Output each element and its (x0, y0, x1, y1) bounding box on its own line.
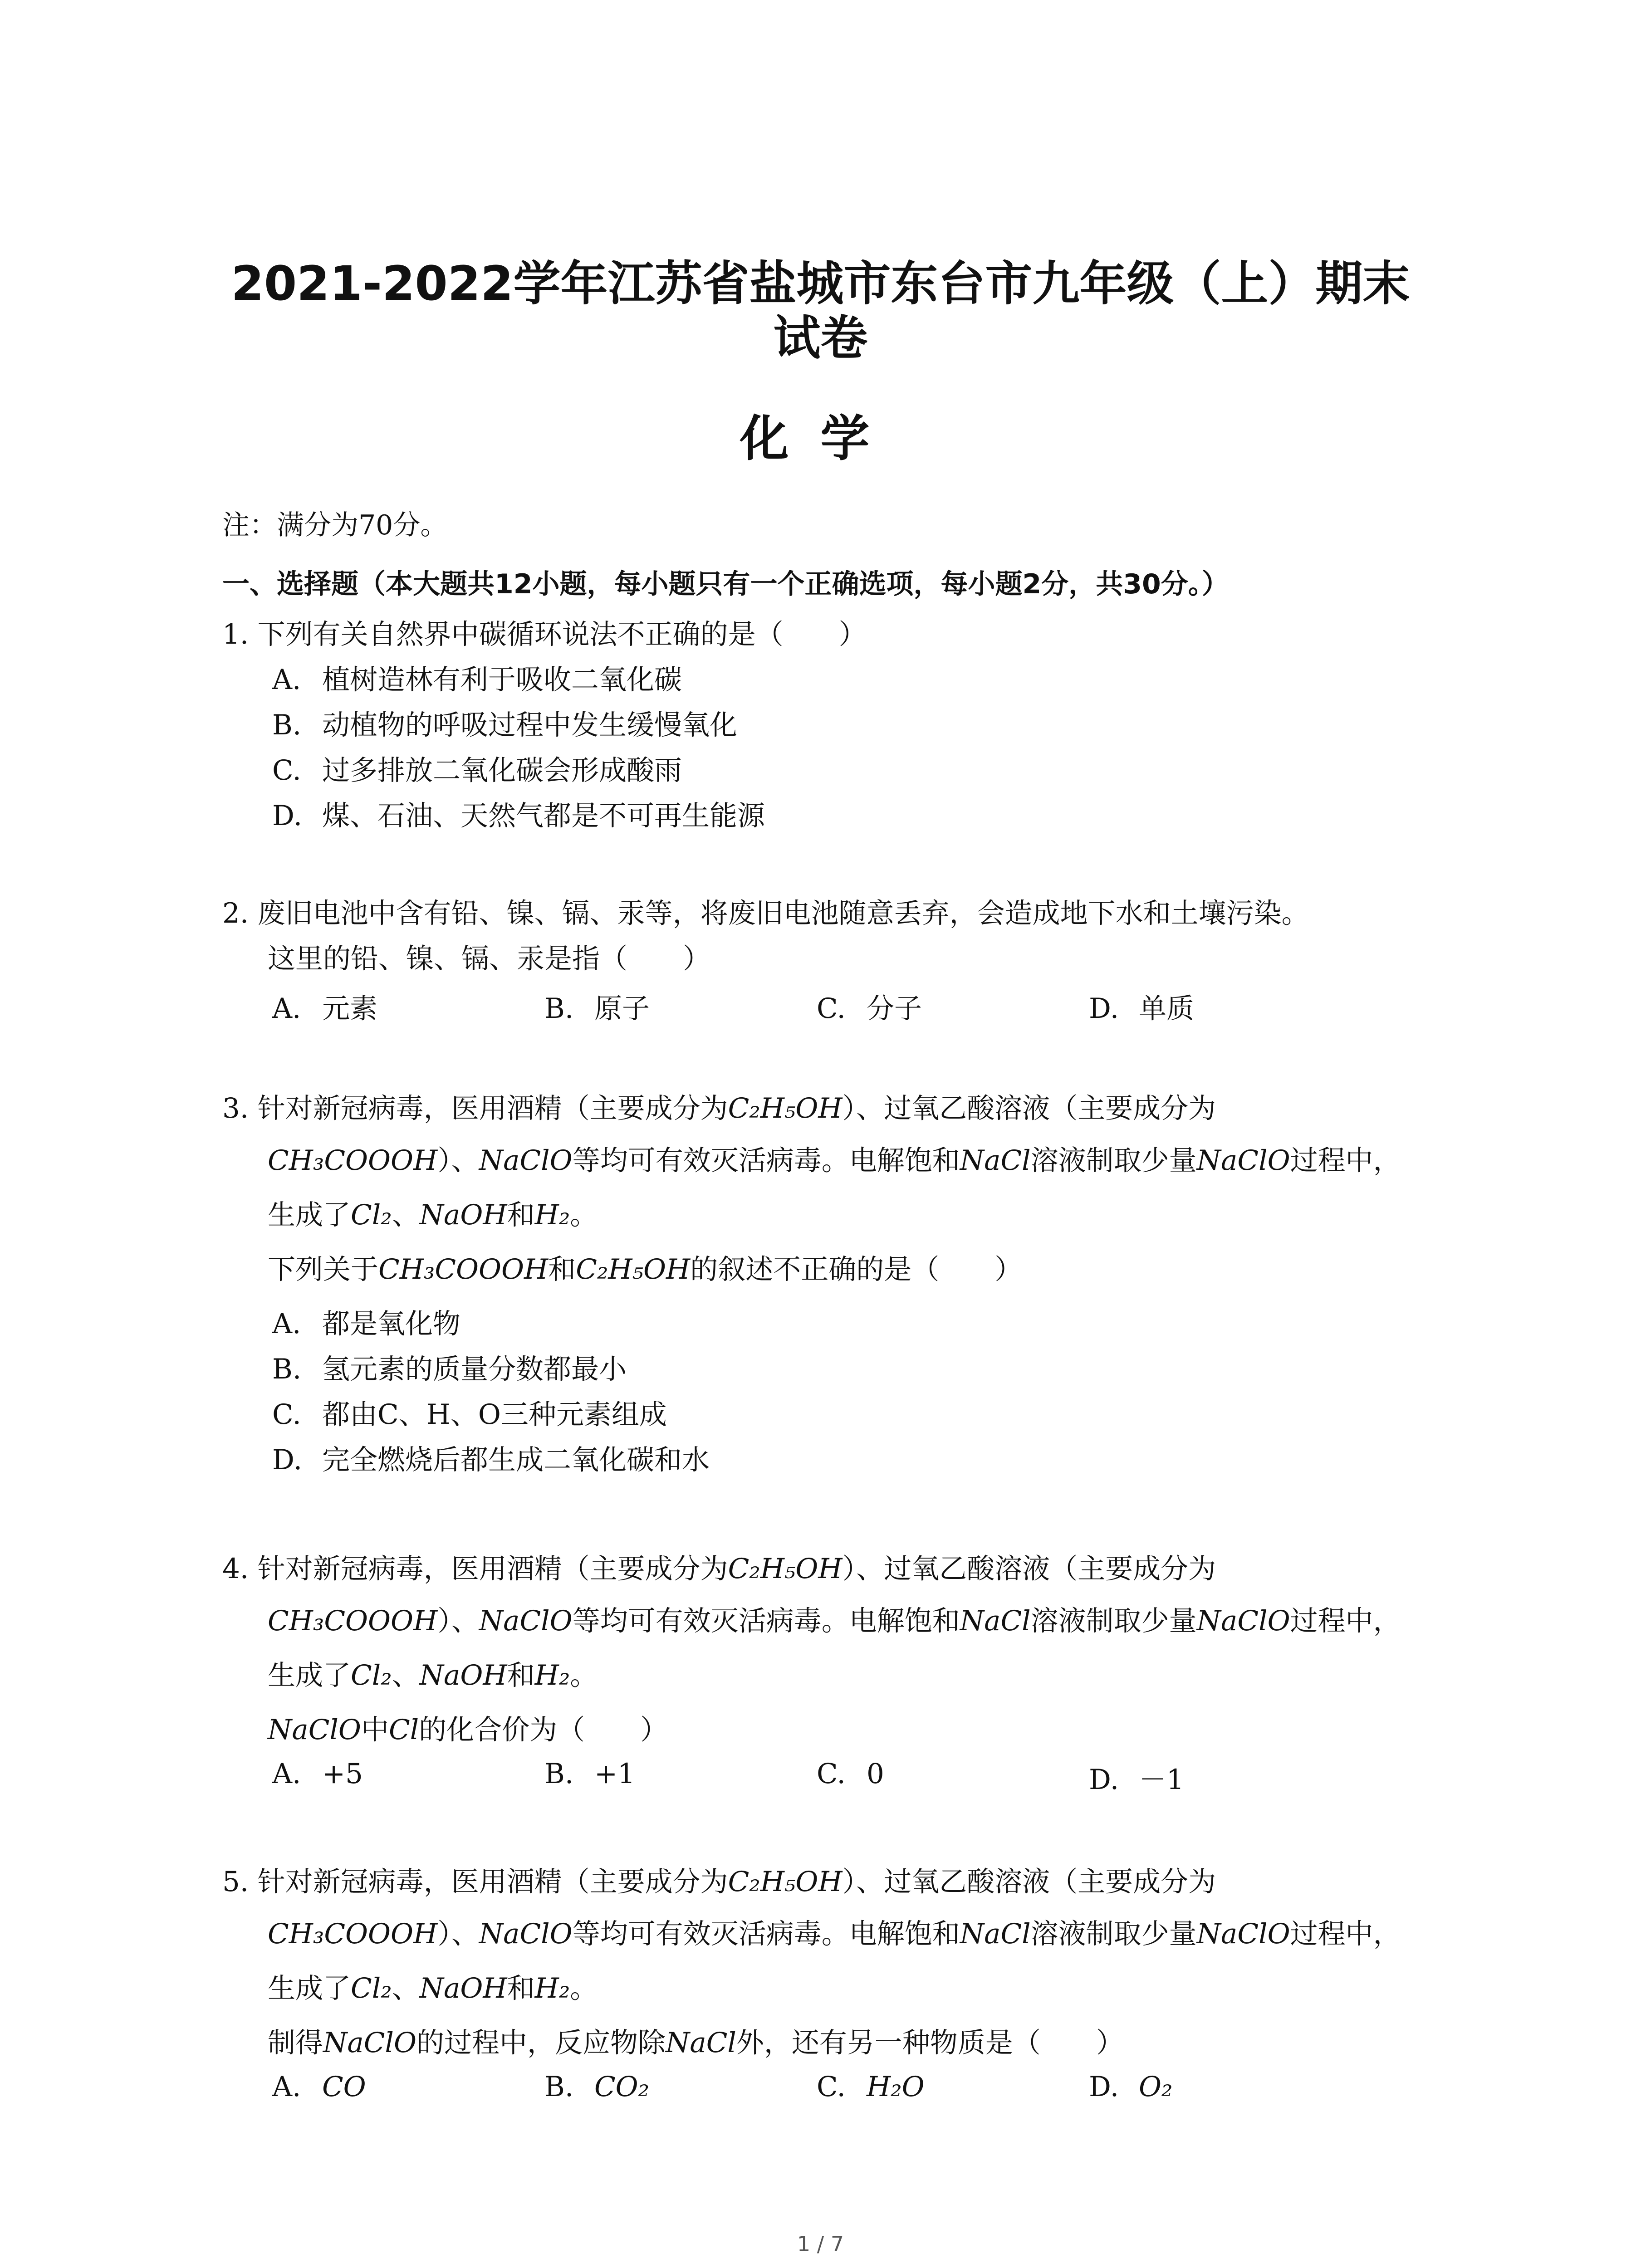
option-formula-o2: O₂ (1139, 2071, 1173, 2103)
formula-naclo: NaClO (479, 1605, 573, 1637)
option-label: B. (272, 709, 302, 741)
stem-text: 针对新冠病毒，医用酒精（主要成分为 (257, 1092, 728, 1124)
option-label: D. (272, 800, 303, 832)
question-3-stem-line2 (268, 1139, 1401, 1178)
stem-text: ）、过氧乙酸溶液（主要成分为 (842, 1092, 1216, 1124)
formula-h2: H₂ (534, 1199, 570, 1231)
question-1-stem: 1. 下列有关自然界中碳循环说法不正确的是（ ） (222, 618, 867, 650)
formula-nacl: NaCl (665, 2027, 736, 2059)
question-2-stem-line1: 2. 废旧电池中含有铅、镍、镉、汞等，将废旧电池随意丢弃，会造成地下水和土壤污染。 (222, 897, 1309, 929)
formula-cl2: Cl₂ (351, 1972, 392, 2004)
question-3-option-b[interactable] (272, 1347, 627, 1387)
formula-cl2: Cl₂ (351, 1659, 392, 1691)
formula-peracetic-acid: CH₃COOOH (268, 1918, 438, 1950)
option-text: 都是氧化物 (322, 1308, 461, 1340)
question-2-option-b[interactable] (544, 987, 650, 1026)
formula-ethanol: C₂H₅OH (576, 1253, 691, 1286)
formula-naclo: NaClO (268, 1714, 361, 1746)
stem-text: 的叙述不正确的是（ ） (690, 1253, 1023, 1286)
formula-nacl: NaCl (960, 1144, 1031, 1177)
page-number: 1 / 7 (797, 2232, 844, 2256)
stem-text: 等均可有效灭活病毒。电解饱和 (572, 1605, 960, 1637)
question-5-stem-line3 (268, 1966, 598, 2006)
formula-ethanol: C₂H₅OH (728, 1092, 843, 1124)
question-number: 4. (222, 1553, 249, 1585)
stem-text: 。 (570, 1972, 598, 2004)
formula-peracetic-acid: CH₃COOOH (378, 1253, 549, 1286)
option-label: B. (544, 992, 574, 1025)
formula-peracetic-acid: CH₃COOOH (268, 1605, 438, 1637)
option-label: B. (544, 2071, 574, 2103)
option-text: +1 (594, 1758, 635, 1790)
question-3-stem-line3 (268, 1193, 598, 1232)
section-heading: 一、选择题（本大题共12小题，每小题只有一个正确选项，每小题2分，共30分。） (222, 568, 1229, 600)
question-5-ask (268, 2021, 1124, 2060)
question-4-stem-line2 (268, 1599, 1401, 1638)
option-label: B. (544, 1758, 574, 1790)
stem-text: 的过程中，反应物除 (416, 2027, 666, 2059)
question-5-stem-line2 (268, 1912, 1401, 1951)
stem-text: 、 (392, 1199, 420, 1231)
formula-cl2: Cl₂ (351, 1199, 392, 1231)
question-4-ask (268, 1708, 668, 1747)
formula-naclo: NaClO (323, 2027, 416, 2059)
stem-text: 溶液制取少量 (1030, 1918, 1197, 1950)
stem-text: 针对新冠病毒，医用酒精（主要成分为 (257, 1866, 728, 1898)
option-text: 过多排放二氧化碳会形成酸雨 (322, 754, 682, 787)
question-2-option-a[interactable] (272, 987, 377, 1026)
stem-text: 。 (570, 1659, 598, 1691)
question-number: 5. (222, 1866, 249, 1898)
option-label: A. (272, 664, 301, 696)
question-5-option-c[interactable] (817, 2071, 925, 2103)
question-3-option-d[interactable] (272, 1438, 710, 1477)
question-4-option-a[interactable] (272, 1758, 363, 1790)
exam-title-line2: 试卷 (773, 310, 868, 366)
formula-h2: H₂ (534, 1972, 570, 2004)
question-1-option-d[interactable] (272, 794, 765, 833)
stem-text: 过程中， (1290, 1605, 1401, 1637)
score-note: 注：满分为70分。 (222, 509, 448, 541)
question-2-option-d[interactable] (1089, 987, 1194, 1026)
stem-text: ）、 (437, 1144, 479, 1177)
question-3-option-c[interactable] (272, 1393, 667, 1432)
option-text: 单质 (1139, 992, 1195, 1025)
option-text: 都由C、H、O三种元素组成 (322, 1398, 667, 1431)
stem-text: 生成了 (268, 1659, 351, 1691)
option-label: C. (817, 2071, 846, 2103)
option-label: A. (272, 2071, 301, 2103)
option-label: C. (817, 992, 846, 1025)
stem-text: 外，还有另一种物质是（ ） (736, 2027, 1124, 2059)
question-4-option-c[interactable] (817, 1758, 884, 1790)
stem-text: 溶液制取少量 (1030, 1144, 1197, 1177)
stem-text: 制得 (268, 2027, 323, 2059)
option-text: 0 (867, 1758, 884, 1790)
question-4-stem-line3 (268, 1653, 598, 1693)
stem-text: 生成了 (268, 1199, 351, 1231)
option-text: 动植物的呼吸过程中发生缓慢氧化 (322, 709, 738, 741)
stem-text: 过程中， (1290, 1144, 1401, 1177)
formula-cl: Cl (388, 1714, 419, 1746)
option-label: D. (1089, 1764, 1119, 1796)
option-text: 完全燃烧后都生成二氧化碳和水 (322, 1444, 710, 1476)
stem-text: 生成了 (268, 1972, 351, 2004)
stem-text: 等均可有效灭活病毒。电解饱和 (572, 1144, 960, 1177)
formula-naoh: NaOH (419, 1199, 507, 1231)
question-number: 3. (222, 1092, 249, 1124)
stem-text: 和 (548, 1253, 576, 1286)
option-label: A. (272, 1758, 301, 1790)
option-label: A. (272, 1308, 301, 1340)
formula-ethanol: C₂H₅OH (728, 1866, 843, 1898)
stem-text: 和 (507, 1972, 535, 2004)
question-3-option-a[interactable] (272, 1302, 460, 1341)
option-label: C. (272, 1398, 301, 1431)
option-text: +5 (322, 1758, 363, 1790)
option-formula-h2o: H₂O (867, 2071, 925, 2103)
option-label: D. (1089, 992, 1119, 1025)
option-label: D. (1089, 2071, 1119, 2103)
stem-text: 和 (507, 1659, 535, 1691)
stem-text: 、 (392, 1972, 420, 2004)
stem-text: 溶液制取少量 (1030, 1605, 1197, 1637)
formula-nacl: NaCl (960, 1918, 1031, 1950)
formula-naclo: NaClO (1196, 1918, 1290, 1950)
option-formula-co: CO (322, 2071, 366, 2103)
question-5-option-b[interactable] (544, 2071, 649, 2103)
formula-naclo: NaClO (1196, 1605, 1290, 1637)
question-4-option-d[interactable] (1089, 1758, 1184, 1797)
option-text: 原子 (594, 992, 650, 1025)
exam-title-line1: 2021-2022学年江苏省盐城市东台市九年级（上）期末 (231, 256, 1410, 311)
formula-naoh: NaOH (419, 1659, 507, 1691)
option-label: D. (272, 1444, 303, 1476)
formula-naclo: NaClO (1196, 1144, 1290, 1177)
question-2-stem-line2: 这里的铅、镍、镉、汞是指（ ） (268, 943, 711, 975)
stem-text: 和 (507, 1199, 535, 1231)
stem-text: 针对新冠病毒，医用酒精（主要成分为 (257, 1553, 728, 1585)
option-text: 分子 (867, 992, 922, 1025)
question-2-option-c[interactable] (817, 987, 922, 1026)
formula-peracetic-acid: CH₃COOOH (268, 1144, 438, 1177)
option-text: 煤、石油、天然气都是不可再生能源 (322, 800, 765, 832)
question-4-stem-line1 (222, 1547, 1216, 1586)
stem-text: 过程中， (1290, 1918, 1401, 1950)
formula-naoh: NaOH (419, 1972, 507, 2004)
stem-text: 、 (392, 1659, 420, 1691)
option-label: C. (817, 1758, 846, 1790)
stem-text: 中 (361, 1714, 389, 1746)
stem-text: 的化合价为（ ） (419, 1714, 668, 1746)
stem-text: 下列关于 (268, 1253, 379, 1286)
question-1-option-a[interactable] (272, 658, 682, 697)
formula-naclo: NaClO (479, 1918, 573, 1950)
stem-text: ）、过氧乙酸溶液（主要成分为 (842, 1553, 1216, 1585)
stem-text: ）、过氧乙酸溶液（主要成分为 (842, 1866, 1216, 1898)
stem-text: 等均可有效灭活病毒。电解饱和 (572, 1918, 960, 1950)
stem-text: ）、 (437, 1918, 479, 1950)
option-formula-co2: CO₂ (594, 2071, 650, 2103)
question-5-option-d[interactable] (1089, 2071, 1172, 2103)
question-5-option-a[interactable] (272, 2071, 366, 2103)
option-text: 元素 (322, 992, 378, 1025)
question-3-stem-line1 (222, 1086, 1216, 1126)
option-text: 植树造林有利于吸收二氧化碳 (322, 664, 682, 696)
option-text: －1 (1139, 1764, 1184, 1796)
option-label: C. (272, 754, 301, 787)
subject-title: 化学 (740, 411, 901, 467)
formula-nacl: NaCl (960, 1605, 1031, 1637)
formula-naclo: NaClO (479, 1144, 573, 1177)
option-label: B. (272, 1353, 302, 1385)
question-1-option-b[interactable] (272, 703, 737, 743)
formula-ethanol: C₂H₅OH (728, 1553, 843, 1585)
question-3-ask (268, 1247, 1022, 1287)
stem-text: ）、 (437, 1605, 479, 1637)
option-text: 氢元素的质量分数都最小 (322, 1353, 627, 1385)
stem-text: 。 (570, 1199, 598, 1231)
question-1-option-c[interactable] (272, 748, 682, 788)
question-5-stem-line1 (222, 1860, 1216, 1899)
option-label: A. (272, 992, 301, 1025)
formula-h2: H₂ (534, 1659, 570, 1691)
question-4-option-b[interactable] (544, 1758, 635, 1790)
